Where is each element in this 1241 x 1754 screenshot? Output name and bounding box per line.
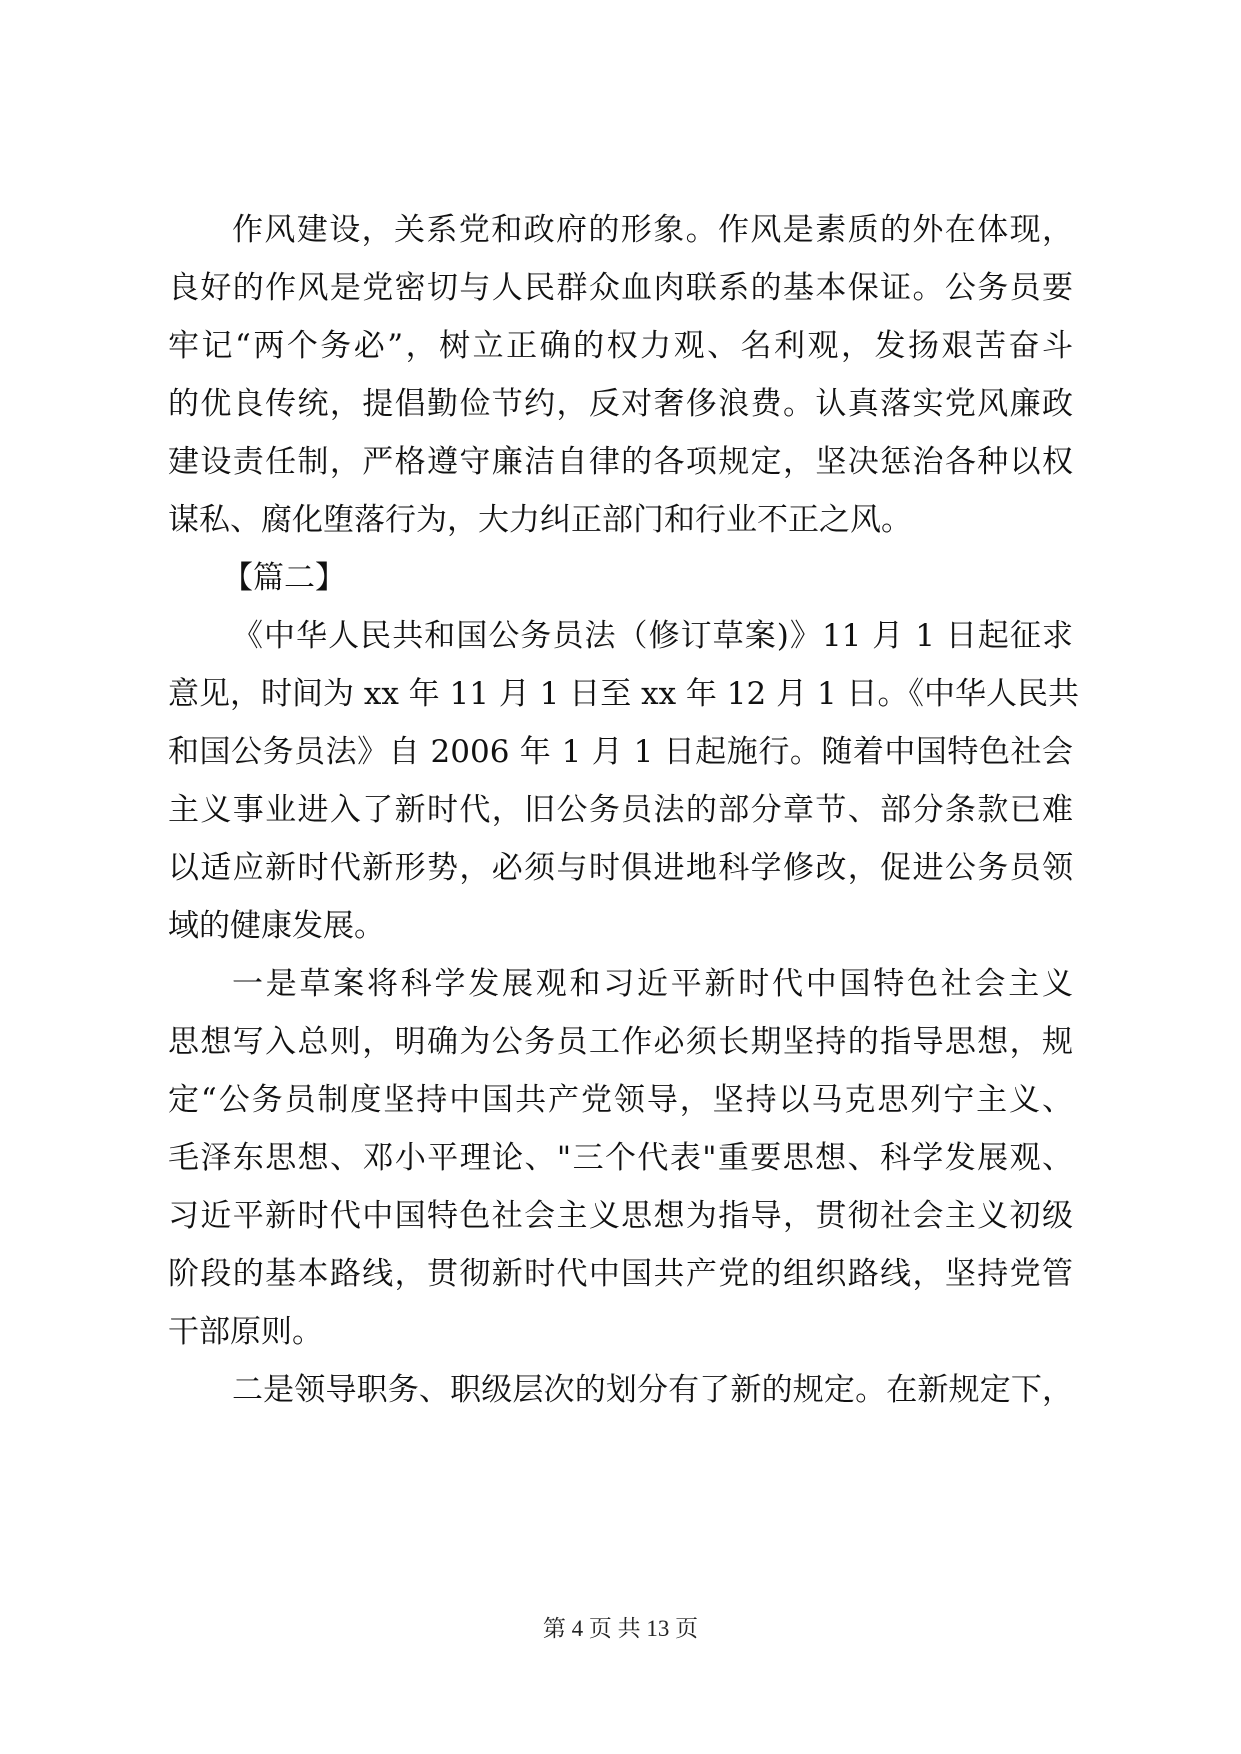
paragraph-line	[0, 200, 1241, 260]
paragraph-line	[0, 1070, 1241, 1130]
text-line: 谋私、腐化堕落行为，大力纠正部门和行业不正之风。	[168, 502, 912, 538]
text-line: 二是领导职务、职级层次的划分有了新的规定。在新规定下，	[232, 1372, 1073, 1408]
paragraph-line	[0, 1012, 1241, 1072]
paragraph-line	[0, 1128, 1241, 1188]
text-line: 干部原则。	[168, 1314, 323, 1350]
paragraph-line	[0, 1360, 1241, 1420]
text-line: 建设责任制，严格遵守廉洁自律的各项规定，坚决惩治各种以权	[168, 444, 1073, 480]
text-line: 阶段的基本路线，贯彻新时代中国共产党的组织路线，坚持党管	[168, 1256, 1073, 1292]
text-line: 域的健康发展。	[168, 908, 385, 944]
text-line: 意见，时间为 xx 年 11 月 1 日至 xx 年 12 月 1 日。《中华人民共	[168, 676, 1080, 712]
paragraph-line	[0, 374, 1241, 434]
text-line: 《中华人民共和国公务员法（修订草案)》11 月 1 日起征求	[232, 618, 1073, 654]
paragraph-line	[0, 1186, 1241, 1246]
paragraph-line	[0, 432, 1241, 492]
text-line: 毛泽东思想、邓小平理论、"三个代表"重要思想、科学发展观、	[168, 1140, 1073, 1176]
section-heading-text: 【篇二】	[222, 560, 346, 596]
text-line: 牢记“两个务必”，树立正确的权力观、名利观，发扬艰苦奋斗	[168, 328, 1073, 364]
paragraph-line	[0, 316, 1241, 376]
text-line: 思想写入总则，明确为公务员工作必须长期坚持的指导思想，规	[168, 1024, 1073, 1060]
text-line: 和国公务员法》自 2006 年 1 月 1 日起施行。随着中国特色社会	[168, 734, 1073, 770]
text-line: 主义事业进入了新时代，旧公务员法的部分章节、部分条款已难	[168, 792, 1073, 828]
section-heading	[0, 548, 1241, 608]
paragraph-line	[0, 664, 1241, 724]
paragraph-line	[0, 490, 1241, 550]
paragraph-line	[0, 954, 1241, 1014]
text-line: 良好的作风是党密切与人民群众血肉联系的基本保证。公务员要	[168, 270, 1073, 306]
text-line: 的优良传统，提倡勤俭节约，反对奢侈浪费。认真落实党风廉政	[168, 386, 1073, 422]
paragraph-line	[0, 896, 1241, 956]
text-line: 习近平新时代中国特色社会主义思想为指导，贯彻社会主义初级	[168, 1198, 1073, 1234]
paragraph-line	[0, 780, 1241, 840]
paragraph-line	[0, 838, 1241, 898]
page-number-footer: 第 4 页 共 13 页	[542, 1616, 699, 1641]
paragraph-line	[0, 1302, 1241, 1362]
text-line: 一是草案将科学发展观和习近平新时代中国特色社会主义	[232, 966, 1073, 1002]
text-line: 定“公务员制度坚持中国共产党领导，坚持以马克思列宁主义、	[168, 1082, 1073, 1118]
paragraph-line	[0, 606, 1241, 666]
paragraph-line	[0, 1244, 1241, 1304]
paragraph-line	[0, 722, 1241, 782]
paragraph-line	[0, 258, 1241, 318]
text-line: 作风建设，关系党和政府的形象。作风是素质的外在体现，	[232, 212, 1073, 248]
text-line: 以适应新时代新形势，必须与时俱进地科学修改，促进公务员领	[168, 850, 1073, 886]
